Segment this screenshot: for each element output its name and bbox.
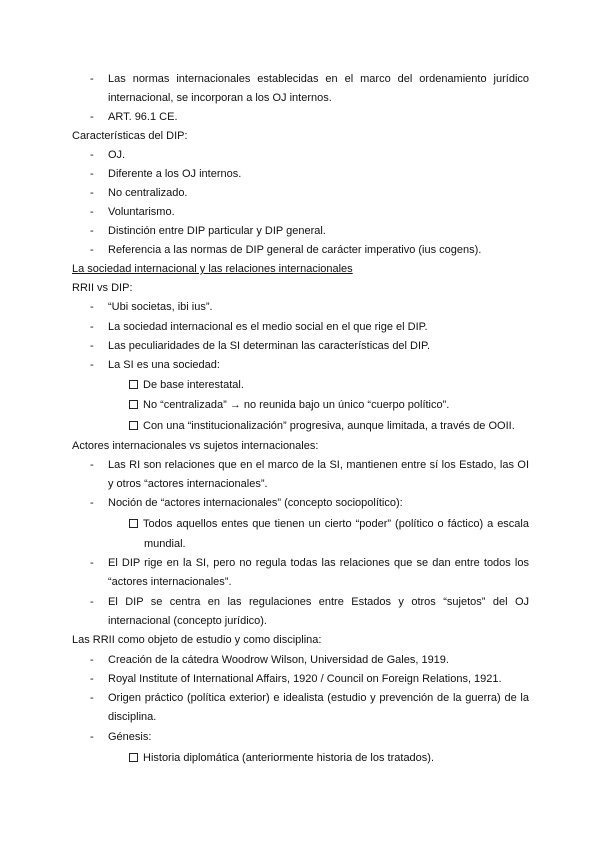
- checkbox-subitem: [129, 419, 515, 433]
- checkbox-subitem: [129, 517, 529, 531]
- checkbox-icon: [129, 400, 138, 409]
- list-item-text: Génesis:: [108, 731, 152, 743]
- list-item-text-cont: internacional, se incorporan a los OJ internos.: [108, 92, 332, 104]
- bullet-dash: -: [90, 459, 94, 471]
- checkbox-icon: [129, 753, 138, 762]
- checkbox-icon: [129, 421, 138, 430]
- subitem-text-cont: mundial.: [144, 538, 186, 550]
- subitem-text: De base interestatal.: [143, 379, 244, 391]
- bullet-dash: -: [90, 497, 94, 509]
- list-item-text-cont: “actores internacionales”.: [108, 576, 232, 588]
- heading-rrii-vs-dip: RRII vs DIP:: [72, 282, 133, 294]
- checkbox-icon: [129, 380, 138, 389]
- list-item-text-cont: disciplina.: [108, 711, 157, 723]
- list-item-text: Noción de “actores internacionales” (concepto sociopolítico):: [108, 497, 403, 509]
- bullet-dash: -: [90, 73, 94, 85]
- bullet-dash: -: [90, 557, 94, 569]
- bullet-dash: -: [90, 168, 94, 180]
- list-item-text: “Ubi societas, ibi ius”.: [108, 301, 213, 313]
- list-item-text: ART. 96.1 CE.: [108, 111, 178, 123]
- list-item-text-cont: y otros “actores internacionales”.: [108, 478, 268, 490]
- list-item-text: Distinción entre DIP particular y DIP general.: [108, 225, 326, 237]
- bullet-dash: -: [90, 596, 94, 608]
- list-item-text: Royal Institute of International Affairs, 1920 / Council on Foreign Relations, 1921.: [108, 673, 502, 685]
- list-item-text: Voluntarismo.: [108, 206, 175, 218]
- bullet-dash: -: [90, 111, 94, 123]
- list-item-text-cont: internacional (concepto jurídico).: [108, 615, 267, 627]
- list-item-text: Origen práctico (política exterior) e idealista (estudio y prevención de la guerra) de la: [108, 692, 529, 704]
- checkbox-subitem: [129, 378, 244, 392]
- list-item-text: Las peculiaridades de la SI determinan las características del DIP.: [108, 340, 431, 352]
- bullet-dash: -: [90, 692, 94, 704]
- bullet-dash: -: [90, 654, 94, 666]
- subitem-text: No “centralizada” → no reunida bajo un único “cuerpo político”.: [143, 399, 450, 411]
- list-item-text: Las normas internacionales establecidas en el marco del ordenamiento jurídico: [108, 73, 529, 85]
- section-title: La sociedad internacional y las relaciones internacionales: [72, 263, 353, 275]
- bullet-dash: -: [90, 673, 94, 685]
- bullet-dash: -: [90, 187, 94, 199]
- list-item-text: La sociedad internacional es el medio social en el que rige el DIP.: [108, 321, 428, 333]
- subitem-text: Historia diplomática (anteriormente historia de los tratados).: [143, 752, 435, 764]
- list-item-text: Creación de la cátedra Woodrow Wilson, Universidad de Gales, 1919.: [108, 654, 449, 666]
- heading-caracteristicas: Características del DIP:: [72, 130, 188, 142]
- bullet-dash: -: [90, 301, 94, 313]
- checkbox-icon: [129, 519, 138, 528]
- heading-rrii-objeto: Las RRII como objeto de estudio y como disciplina:: [72, 634, 322, 646]
- bullet-dash: -: [90, 321, 94, 333]
- list-item-text: No centralizado.: [108, 187, 188, 199]
- subitem-text: Todos aquellos entes que tienen un cierto “poder” (político o fáctico) a escala: [143, 518, 529, 530]
- list-item-text: El DIP rige en la SI, pero no regula todas las relaciones que se dan entre todos los: [108, 557, 529, 569]
- list-item-text: Las RI son relaciones que en el marco de la SI, mantienen entre sí los Estado, las OI: [108, 459, 529, 471]
- bullet-dash: -: [90, 359, 94, 371]
- checkbox-subitem: [129, 751, 434, 765]
- bullet-dash: -: [90, 149, 94, 161]
- checkbox-subitem: [129, 398, 449, 412]
- bullet-dash: -: [90, 225, 94, 237]
- list-item-text: El DIP se centra en las regulaciones entre Estados y otros “sujetos” del OJ: [108, 596, 529, 608]
- list-item-text: OJ.: [108, 149, 126, 161]
- bullet-dash: -: [90, 206, 94, 218]
- heading-actores: Actores internacionales vs sujetos internacionales:: [72, 440, 319, 452]
- bullet-dash: -: [90, 731, 94, 743]
- subitem-text: Con una “institucionalización” progresiva, aunque limitada, a través de OOII.: [143, 420, 515, 432]
- list-item-text: Referencia a las normas de DIP general de carácter imperativo (ius cogens).: [108, 244, 482, 256]
- list-item-text: La SI es una sociedad:: [108, 359, 220, 371]
- bullet-dash: -: [90, 244, 94, 256]
- list-item-text: Diferente a los OJ internos.: [108, 168, 242, 180]
- bullet-dash: -: [90, 340, 94, 352]
